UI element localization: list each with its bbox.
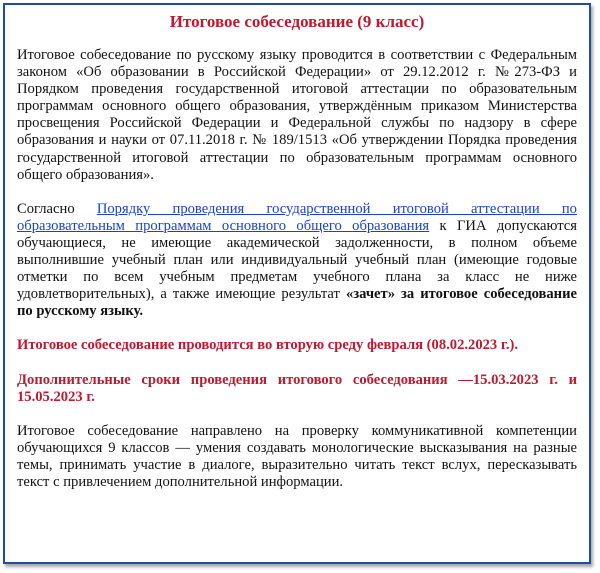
- admission-paragraph: [17, 201, 577, 321]
- admission-middle: к ГИА допускаются обучающиеся, не имеющие академической задолженности, в полном объеме выполнившие учебный план или индивидуальный учебный план (имеющие годовые отметки по всем учебным предметам учебного плана за класс не ниже удовлетворительных), а также имеющие результат: [17, 217, 577, 303]
- extra-dates-notice: Дополнительные сроки проведения итогового собеседования —15.03.2023 г. и 15.05.2023 г.: [17, 371, 577, 405]
- page-title: Итоговое собеседование (9 класс): [169, 12, 425, 31]
- legal-basis-paragraph: Итоговое собеседование по русскому языку проводится в соответствии с Федеральным законом «Об образовании в Российской Федерации» от 29.12.2012 г. №273-ФЗ и Порядком проведения государственной итоговой аттестации по образовательным программам основного общего образования, утверждённым приказом Министерства просвещения Российской Федерации и Федеральной службы по надзору в сфере образования и науки от 07.11.2018 г. № 189/1513 «Об утверждении Порядка проведения государственной итоговой аттестации по образовательным программам основного общего образования».: [17, 47, 577, 183]
- info-panel: [3, 3, 591, 564]
- admission-prefix: Согласно: [17, 200, 97, 217]
- purpose-paragraph: Итоговое собеседование направлено на проверку коммуникативной компетенции обучающихся 9 классов — умения создавать монологические высказывания на разные темы, принимать участие в диалоге, выразительно читать текст вслух, пересказывать текст с привлечением дополнительной информации.: [17, 422, 577, 490]
- main-date-notice: Итоговое собеседование проводится во вторую среду февраля (08.02.2023 г.).: [17, 337, 519, 354]
- procedure-link[interactable]: Порядку проведения государственной итоговой аттестации по образовательным программам основного общего образования: [17, 200, 577, 234]
- admission-bold: «зачет» за итоговое собеседование по русскому языку.: [17, 286, 577, 320]
